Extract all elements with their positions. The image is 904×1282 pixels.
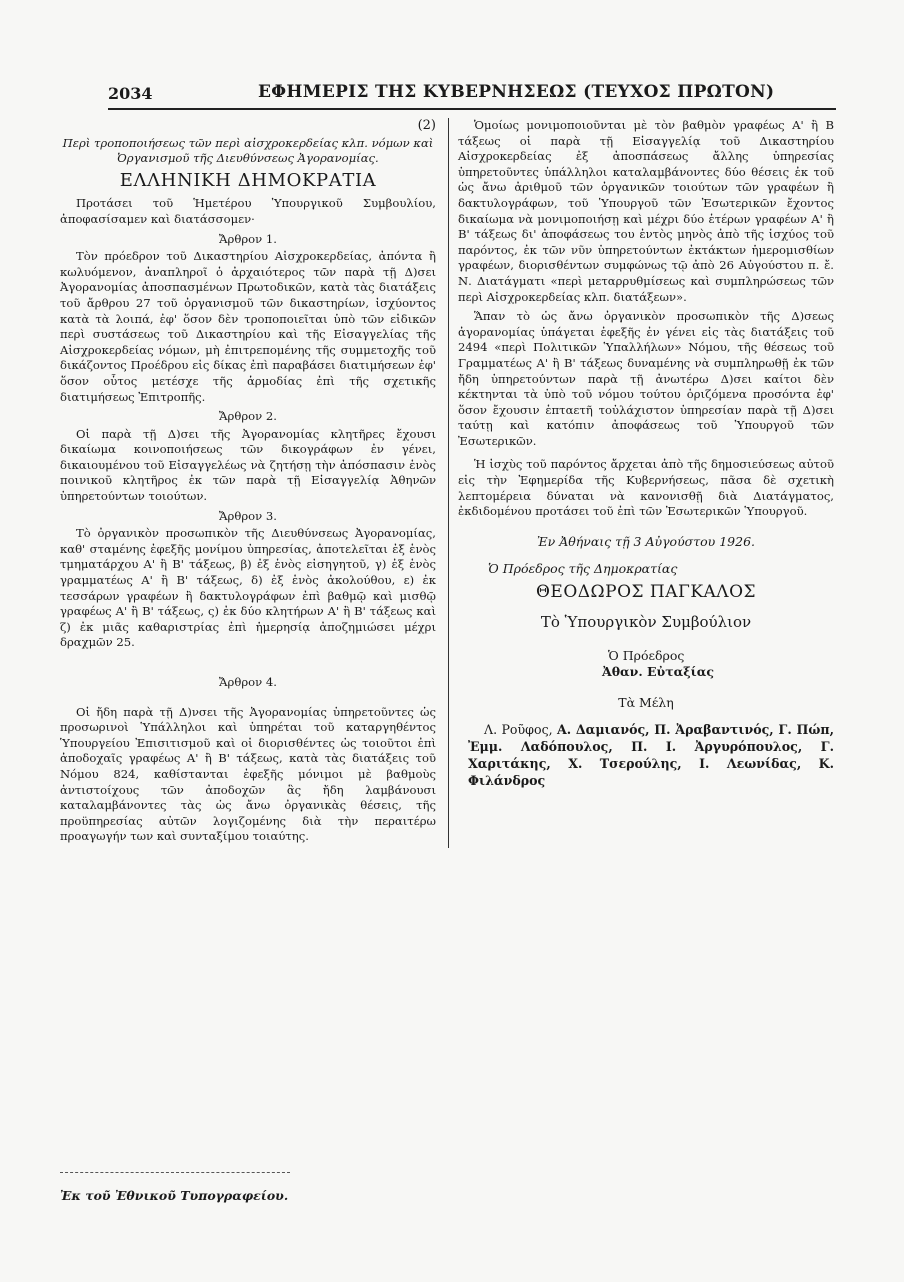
- right-paragraph-1: Ὁμοίως μονιμοποιοῦνται μὲ τὸν βαθμὸν γραφέως Α' ἢ Β τάξεως οἱ παρὰ τῇ Εἰσαγγελίᾳ τοῦ Δικαστηρίου Αἰσχροκερδείας ἐξ ἀποσπάσεως ἄλλης ὑπηρεσίας ὑπηρετοῦντες ὑπάλληλοι καταλαμβάνοντες δύο θέσεις ἐκ τοῦ ὡς ἄνω ἀριθμοῦ τῶν ὀργανικῶν τοιούτων τῶν γραφέων ἢ δακτυλογράφων, τοῦ Ὑπουργοῦ τῶν Ἐσωτερικῶν ἔχοντος δικαίωμα νὰ μονιμοποιήσῃ καὶ μέχρι δύο ἑτέρων γραφέων Α' ἢ Β' τάξεως δι' ἀποφάσεως του ἐντὸς μηνὸς ἀπὸ τῆς ἰσχύος τοῦ παρόντος, ἐκ τῶν νῦν ὑπηρετούντων ἐκτάκτων ἡμερομισθίων γραφέων, διορισθέντων συμφώνως τῷ ἀπὸ 26 Αὐγούστου π. ἔ. Ν. Διατάγματι «περὶ μεταρρυθμίσεως καὶ συμπληρώσεως τῶν περὶ Αἰσχροκερδείας κλπ. διατάξεων».: [458, 118, 834, 304]
- article-2-text: Οἱ παρὰ τῇ Δ)σει τῆς Ἀγορανομίας κλητῆρες ἔχουσι δικαίωμα κοινοποιήσεως τῶν δικογράφων ἐν γένει, δικαιουμένου τοῦ Εἰσαγγελέως νὰ ζητήσῃ τὴν ἀπόσπασιν ἑνὸς ποινικοῦ κλητῆρος ἐκ τῶν παρὰ τῇ Εἰσαγγελίᾳ Ἀθηνῶν ὑπηρετούντων τοιούτων.: [60, 426, 436, 504]
- preamble: Προτάσει τοῦ Ἡμετέρου Ὑπουργικοῦ Συμβουλίου, ἀποφασίσαμεν καὶ διατάσσομεν·: [60, 196, 436, 226]
- place-date: Ἐν Ἀθήναις τῇ 3 Αὐγούστου 1926.: [536, 533, 756, 549]
- page-header: [108, 82, 834, 104]
- ministerial-council: Τὸ Ὑπουργικὸν Συμβούλιον: [540, 612, 752, 631]
- article-3-heading: Ἄρθρον 3.: [219, 508, 277, 523]
- article-1-text: Τὸν πρόεδρον τοῦ Δικαστηρίου Αἰσχροκερδείας, ἀπόντα ἢ κωλυόμενον, ἀναπληροῖ ὁ ἀρχαιότερος τῶν παρὰ τῇ Δ)σει Ἀγορανομίας ἀποσπασμένων Πρωτοδικῶν, κατὰ τὰς διατάξεις τοῦ ἄρθρου 27 τοῦ ὀργανισμοῦ τῶν δικαστηρίων, ἰσχύοντος κατὰ τὰ λοιπά, ἐφ' ὅσον δὲν τροποποιεῖται ὑπὸ τῶν εἰδικῶν περὶ συστάσεως τοῦ Δικαστηρίου καὶ τῆς Εἰσαγγελίας τῆς Αἰσχροκερδείας νόμων, μὴ ἐπιτρεπομένης τῆς συμμετοχῆς τοῦ δικάζοντος Προέδρου εἰς δίκας ἐπὶ παραβάσει διατιμήσεων ἐφ' ὅσον οὗτος μετέσχε τῆς ἁρμοδίας ἐπὶ τῆς σχετικῆς διατιμήσεως Ἐπιτροπῆς.: [60, 249, 436, 404]
- members-prefix: Λ. Ροῦφος,: [484, 722, 553, 737]
- running-title: ΕΦΗΜΕΡΙΣ ΤΗΣ ΚΥΒΕΡΝΗΣΕΩΣ (ΤΕΥΧΟΣ ΠΡΩΤΟΝ): [258, 82, 775, 102]
- footer-rule: [60, 1172, 290, 1173]
- right-paragraph-3: Ἡ ἰσχὺς τοῦ παρόντος ἄρχεται ἀπὸ τῆς δημοσιεύσεως αὐτοῦ εἰς τὴν Ἐφημερίδα τῆς Κυβερνήσεως, πᾶσα δὲ σχετικὴ λεπτομέρεια δύναται νὰ κανονισθῇ διὰ Διατάγματος, ἐκδιδομένου προτάσει τοῦ ἐπὶ τῶν Ἐσωτερικῶν Ὑπουργοῦ.: [458, 457, 834, 519]
- left-column: [60, 118, 436, 849]
- right-paragraph-2: Ἅπαν τὸ ὡς ἄνω ὀργανικὸν προσωπικὸν τῆς Δ)σεως ἀγορανομίας ὑπάγεται ἐφεξῆς ἐν γένει εἰς τὰς διατάξεις τοῦ 2494 «περὶ Πολιτικῶν Ὑπαλλήλων» Νόμου, τῆς θέσεως τοῦ Γραμματέως Α' ἢ Β' τάξεως δυναμένης νὰ συμπληρωθῇ ἐκ τῶν ἤδη ὑπηρετούντων παρὰ τῇ ἀνωτέρω Δ)σει καίτοι δὲν κέκτηνται τὰ ὑπὸ τοῦ νόμου τούτου ὁριζόμενα προσόντα ἐφ' ὅσον ἔχουσιν ἑπταετῆ τοὐλάχιστον ὑπηρεσίαν παρὰ τῇ Δ)σει ταύτῃ καὶ κατόπιν ἀποφάσεως τοῦ Ὑπουργοῦ τῶν Ἐσωτερικῶν.: [458, 309, 834, 448]
- republic-heading: ΕΛΛΗΝΙΚΗ ΔΗΜΟΚΡΑΤΙΑ: [119, 169, 377, 191]
- article-2-heading: Ἄρθρον 2.: [219, 409, 277, 424]
- president-title: Ὁ Πρόεδρος τῆς Δημοκρατίας: [488, 561, 678, 577]
- president-name: ΘΕΟΔΩΡΟΣ ΠΑΓΚΑΛΟΣ: [535, 582, 757, 603]
- council-president-title: Ὁ Πρόεδρος: [608, 648, 685, 664]
- members-names: Α. Δαμιανός, Π. Ἀραβαντινός, Γ. Πώπ, Ἐμμ. Λαδόπουλος, Π. Ι. Ἀργυρόπουλος, Γ. Χαριτάκης, Χ. Τσερούλης, Ι. Λεωνίδας, Κ. Φιλάνδρος: [468, 722, 834, 788]
- column-divider: [448, 118, 449, 848]
- members-list: [458, 721, 834, 789]
- article-1-heading: Ἄρθρον 1.: [219, 231, 277, 246]
- section-number: (2): [417, 118, 436, 133]
- header-rule: [108, 108, 836, 110]
- right-column: [458, 118, 834, 793]
- article-4-text: Οἱ ἤδη παρὰ τῇ Δ)νσει τῆς Ἀγορανομίας ὑπηρετοῦντες ὡς προσωρινοὶ Ὑπάλληλοι καὶ ὑπηρέται τοῦ καταργηθέντος Ὑπουργείου Ἐπισιτισμοῦ καὶ οἱ διορισθέντες ὡς τοιοῦτοι ἐπὶ ἀποδοχαῖς γραφέως Α' ἢ Β' τάξεως, κατὰ τὰς διατάξεις τοῦ Νόμου 824, καθίστανται ἐφεξῆς μόνιμοι μὲ βαθμοὺς ἀντιστοίχους τῶν ἀποδοχῶν ἃς ἤδη λαμβάνουσι καταλαμβάνοντες τὰς ὡς ἄνω ὀργανικὰς θέσεις, τῆς προϋπηρεσίας αὐτῶν λογιζομένης διὰ τὴν περαιτέρω προαγωγήν των καὶ συνταξίμου τοιαύτης.: [60, 704, 436, 844]
- footer-imprint: Ἐκ τοῦ Ἐθνικοῦ Τυπογραφείου.: [60, 1188, 289, 1203]
- article-4-heading: Ἄρθρον 4.: [219, 675, 277, 689]
- page-number: 2034: [108, 84, 153, 103]
- council-president-name: Ἀθαν. Εὐταξίας: [602, 663, 714, 679]
- law-subject: Περὶ τροποποιήσεως τῶν περὶ αἰσχροκερδείας κλπ. νόμων καὶ Ὀργανισμοῦ τῆς Διευθύνσεως Ἀγορανομίας.: [62, 135, 434, 166]
- article-3-text: Τὸ ὀργανικὸν προσωπικὸν τῆς Διευθύνσεως Ἀγορανομίας, καθ' σταμένης ἐφεξῆς μονίμου ὑπηρεσίας, ἀποτελεῖται ἐξ ἑνὸς τμηματάρχου Α' ἢ Β' τάξεως, β) ἐξ ἑνὸς εἰσηγητοῦ, γ) ἐξ ἑνὸς γραμματέως Α' ἢ Β' τάξεως, δ) ἐξ ἑνὸς ἀκολούθου, ε) ἐκ τεσσάρων γραφέων ἢ δακτυλογράφων ἐπὶ βαθμῷ καὶ μισθῷ γραφέως Α' ἢ Β' τάξεως, ς) ἐκ δύο κλητήρων Α' ἢ Β' τάξεως καὶ ζ) ἐκ μιᾶς καθαριστρίας ἐπὶ ἡμερησίᾳ ἀποζημιώσει μέχρι δραχμῶν 25.: [60, 526, 436, 650]
- members-title: Τὰ Μέλη: [618, 695, 674, 711]
